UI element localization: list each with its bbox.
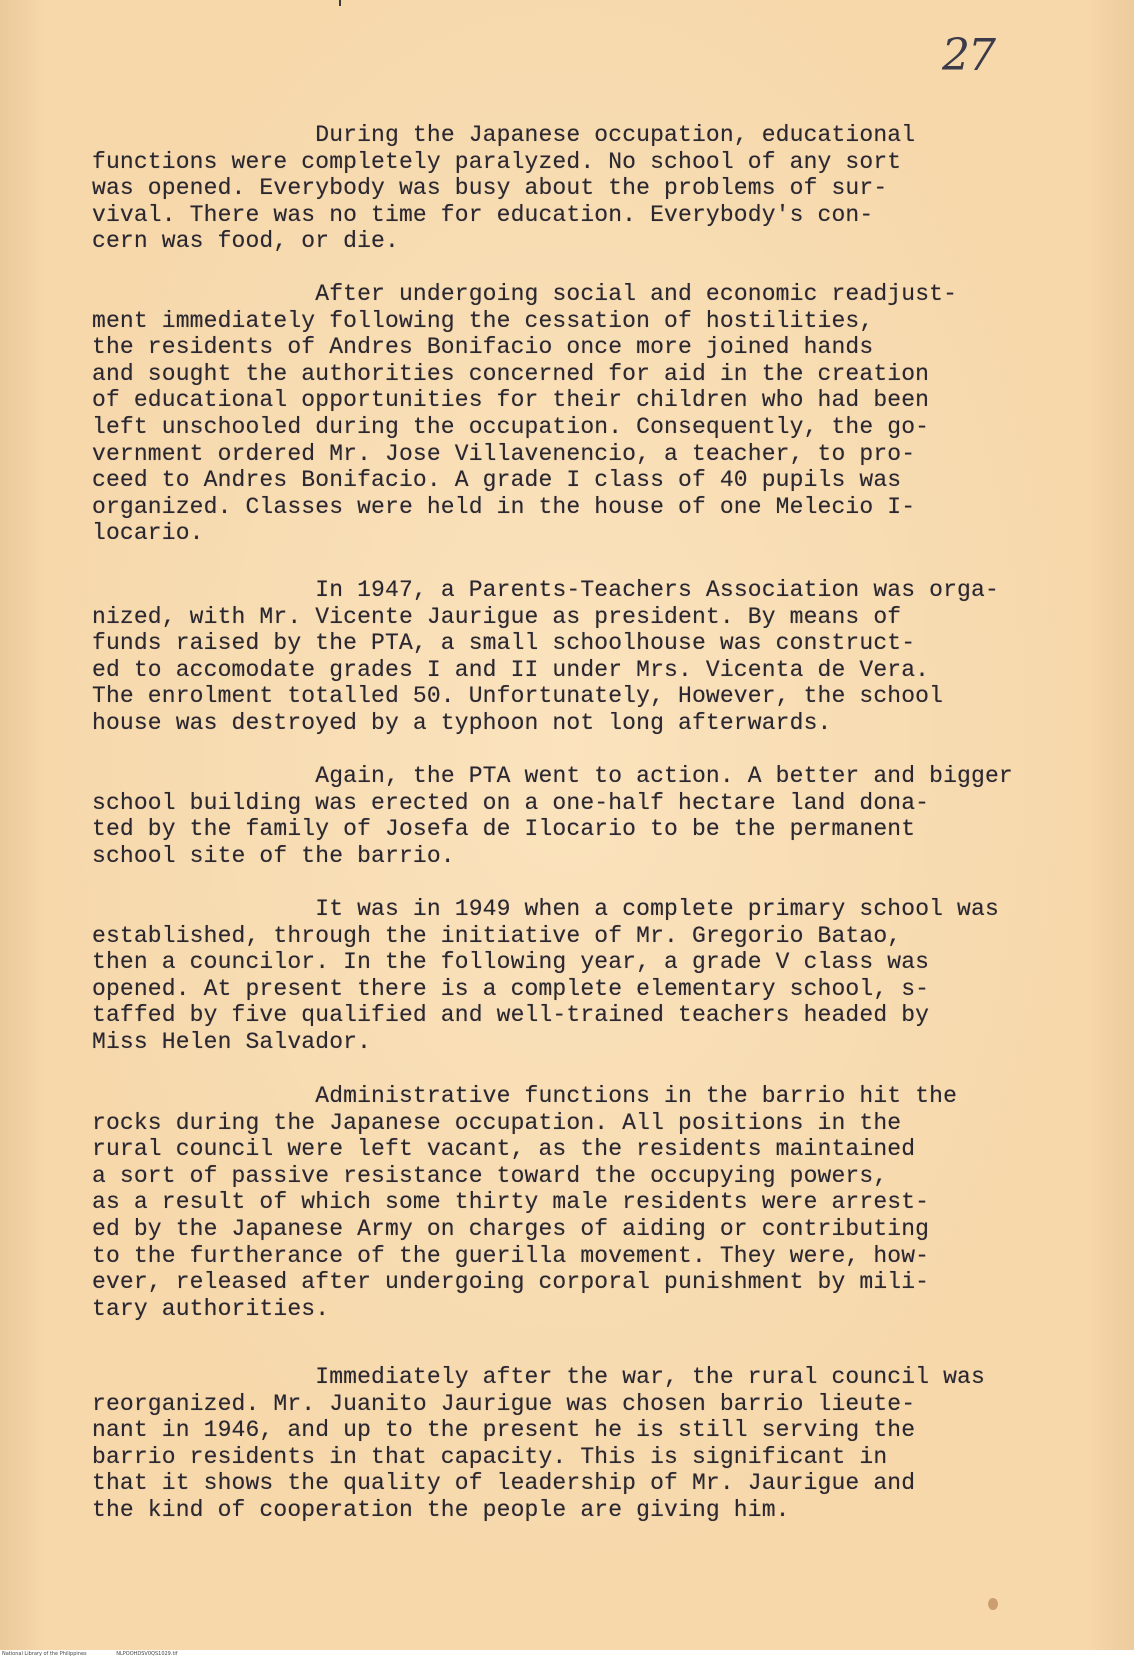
edge-mark <box>339 0 341 6</box>
paragraph-administrative-functions: Administrative functions in the barrio hit the rocks during the Japanese occupation. All positions in the rural council were left vacant, as the residents maintained a sort of passive resistance toward the occupying powers, as a result of which some thirty male residents were arrest- ed by the Japanese Army on charges of aiding or contributing to the furtherance of the guerilla movement. They were, how- ever, released after undergoing corporal punishment by mili- tary authorities. <box>92 1083 958 1322</box>
paragraph-pta-1947: In 1947, a Parents-Teachers Association was orga- nized, with Mr. Vicente Jaurigue as president. By means of funds raised by the PTA, a small schoolhouse was construct- ed to accomodate grades I and II under Mrs. Vicenta de Vera. The enrolment totalled 50. Unfortunately, However, the school house was destroyed by a typhoon not long afterwards. <box>92 577 999 736</box>
paper-stain <box>988 1598 998 1610</box>
paragraph-japanese-occupation-education: During the Japanese occupation, educational functions were completely paralyzed. No school of any sort was opened. Everybody was busy about the problems of sur- vival. There was no time for education. Everybody's con- cern was food, or die. <box>92 122 916 255</box>
paragraph-school-building: Again, the PTA went to action. A better and bigger school building was erected on a one-half hectare land dona- ted by the family of Josefa de Ilocario to be the permanent school site of the barrio. <box>92 763 1013 869</box>
footer-library: National Library of the Philippines <box>2 1651 87 1657</box>
page-number: 27 <box>942 30 994 81</box>
paragraph-post-war-readjustment: After undergoing social and economic readjust- ment immediately following the cessation of hostilities, the residents of Andres Bonifacio once more joined hands and sought the authorities concerned for aid in the creation of educational opportunities for their children who had been left unschooled during the occupation. Consequently, the go- vernment ordered Mr. Jose Villavenencio, a teacher, to pro- ceed to Andres Bonifacio. A grade I class of 40 pupils was organized. Classes were held in the house of one Melecio I- locario. <box>92 281 958 547</box>
scan-footer-text <box>2 1651 206 1657</box>
paragraph-rural-council: Immediately after the war, the rural council was reorganized. Mr. Juanito Jaurigue was chosen barrio lieute- nant in 1946, and up to the present he is still serving the barrio residents in that capacity. This is significant in that it shows the quality of leadership of Mr. Jaurigue and the kind of cooperation the people are giving him. <box>92 1364 985 1523</box>
footer-file-id: NLPOOHDSV0QS1029.tif <box>116 1651 178 1657</box>
paragraph-primary-school-1949: It was in 1949 when a complete primary school was established, through the initiative of Mr. Gregorio Batao, then a councilor. In the following year, a grade V class was opened. At present there is a complete elementary school, s- taffed by five qualified and well-trained teachers headed by Miss Helen Salvador. <box>92 896 999 1055</box>
